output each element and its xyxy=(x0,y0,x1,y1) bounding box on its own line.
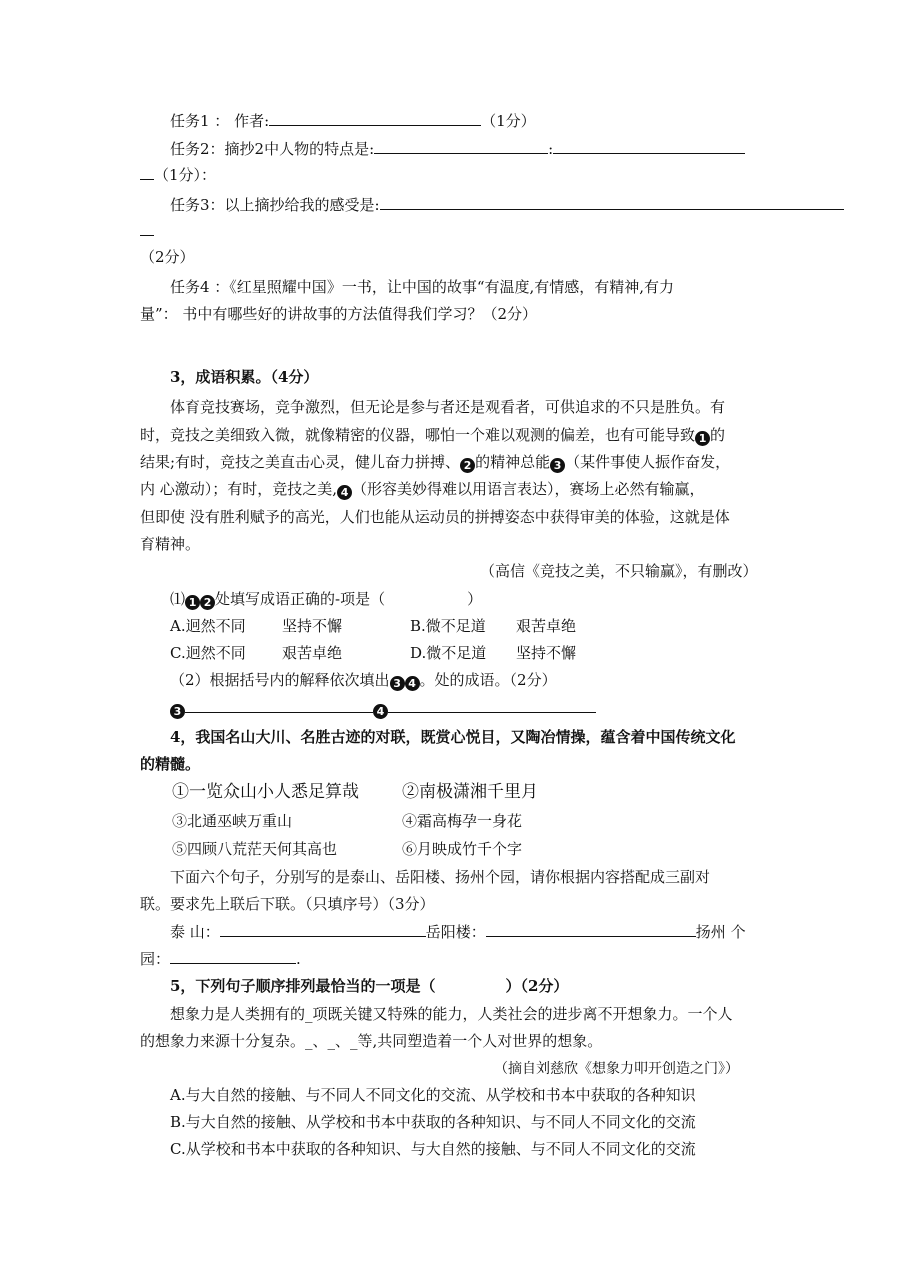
q3-option-A-2: 坚持不懈 xyxy=(282,617,343,635)
task3-cont-line xyxy=(140,220,154,242)
task4-line2: 量”： 书中有哪些好的讲故事的方法值得我们学习？（2分） xyxy=(140,305,537,323)
couplet-3: ③北通巫峡万重山 xyxy=(172,812,293,830)
q3-sub1-text: 处填写成语正确的-项是（ xyxy=(215,590,386,608)
q4-instruction-2: 联。要求先上联后下联。（只填序号）（3分） xyxy=(140,895,435,913)
q3-option-A[interactable]: A.迥然不同 xyxy=(170,617,246,635)
marker-3-icon: 3 xyxy=(390,676,405,691)
task2-line xyxy=(170,138,745,160)
q5-option-B[interactable]: B.与大自然的接触、从学校和书本中获取的各种知识、与不同人不同文化的交流 xyxy=(170,1113,696,1131)
q5-option-C[interactable]: C.从学校和书本中获取的各种知识、与大自然的接触、与不同人不同文化的交流 xyxy=(170,1140,696,1158)
q4-answers-line xyxy=(170,921,746,943)
q3-text: 的精神总能 xyxy=(475,453,551,471)
q3-text: （形容美妙得难以用语言表达），赛场上必然有输赢， xyxy=(352,480,705,498)
taishan-label: 泰 山： xyxy=(170,923,220,941)
q5-title-text: 5，下列句子顺序排列最恰当的一项是（ xyxy=(170,977,436,995)
q3-title: 3，成语积累。（4分） xyxy=(170,368,319,386)
marker-3-icon: 3 xyxy=(550,458,565,473)
q3-para-line3 xyxy=(140,451,730,473)
task1-label: 任务1 ： 作者: xyxy=(170,112,270,130)
q5-para-line2: 的想象力来源十分复杂。_、_、_等,共同塑造着一个人对世界的想象。 xyxy=(140,1032,603,1050)
couplet-5: ⑤四顾八荒茫天何其高也 xyxy=(172,840,338,858)
q3-text: 的 xyxy=(710,426,726,444)
task3-blank[interactable] xyxy=(380,195,844,210)
marker-4-icon: 4 xyxy=(337,485,352,500)
q4-title-line1: 4，我国名山大川、名胜古迹的对联，既赏心悦目，又陶冶情操，蕴含着中国传统文化 xyxy=(170,728,736,746)
q3-sub2 xyxy=(170,669,557,691)
marker-4-icon: 4 xyxy=(405,676,420,691)
geyuan-label-2: 园： xyxy=(140,950,171,968)
q3-option-B-2: 艰苦卓绝 xyxy=(516,617,577,635)
q3-option-D[interactable]: D.微不足道 xyxy=(410,644,487,662)
q3-source: （高信《竞技之美，不只输赢》，有删改） xyxy=(480,562,758,580)
taishan-blank[interactable] xyxy=(220,922,426,937)
q3-para-line5: 但即使 没有胜利赋予的高光，人们也能从运动员的拼搏姿态中获得审美的体验，这就是体 xyxy=(140,508,730,526)
task2-cont-line xyxy=(140,164,216,186)
couplet-6: ⑥月映成竹千个字 xyxy=(402,840,523,858)
q3-text: （某件事使人振作奋发， xyxy=(565,453,731,471)
q3-blanks xyxy=(170,697,596,719)
task1-line xyxy=(170,110,536,132)
task2-label: 任务2：摘抄2中人物的特点是: xyxy=(170,140,375,158)
q3-para-line1: 体育竞技赛场，竞争激烈，但无论是参与者还是观看者，可供追求的不只是胜负。有 xyxy=(170,398,726,416)
q4-answers-line2 xyxy=(140,948,301,970)
q5-para-line1: 想象力是人类拥有的_项既关键又特殊的能力，人类社会的进步离不开想象力。一个人 xyxy=(170,1005,733,1023)
q3-option-B[interactable]: B.微不足道 xyxy=(410,617,486,635)
q3-sub1-num: ⑴ xyxy=(170,590,186,608)
geyuan-blank[interactable] xyxy=(170,949,296,964)
task3-blank-2[interactable] xyxy=(140,221,154,236)
q3-sub1 xyxy=(170,588,482,610)
task2-blank-1[interactable] xyxy=(374,139,548,154)
marker-4-icon: 4 xyxy=(373,704,388,719)
q3-sub1-close: ） xyxy=(467,590,483,608)
task4-line1: 任务4 ：《红星照耀中国》一书，让中国的故事“有温度,有情感，有精神,有力 xyxy=(170,278,675,296)
marker-2-icon: 2 xyxy=(200,595,215,610)
couplet-4: ④霜高梅孕一身花 xyxy=(402,812,523,830)
q4-instruction-1: 下面六个句子，分别写的是泰山、岳阳楼、扬州个园，请你根据内容搭配成三副对 xyxy=(170,868,711,886)
q3-sub2-text: 。处的成语。（2分） xyxy=(419,671,557,689)
q5-title xyxy=(170,975,568,997)
marker-3-icon: 3 xyxy=(170,704,185,719)
period: . xyxy=(296,950,301,968)
q3-option-C[interactable]: C.迥然不同 xyxy=(170,644,246,662)
q3-option-D-2: 坚持不懈 xyxy=(516,644,577,662)
q3-option-C-2: 艰苦卓绝 xyxy=(282,644,343,662)
task3-line xyxy=(170,194,844,216)
q3-text: 内 心激动）；有时，竞技之美, xyxy=(140,480,338,498)
q5-title-score: ）（2分） xyxy=(505,977,569,995)
q3-text: 时，竞技之美细致入微，就像精密的仪器，哪怕一个难以观测的偏差，也有可能导致 xyxy=(140,426,696,444)
task3-score: （2分） xyxy=(140,248,195,266)
q3-para-line6: 育精神。 xyxy=(140,535,201,553)
q3-text: 结果;有时，竞技之美直击心灵，健儿奋力拼搏、 xyxy=(140,453,461,471)
task2-colon: : xyxy=(548,140,554,158)
q3-para-line2 xyxy=(140,424,725,446)
couplet-2: ②南极潇湘千里月 xyxy=(402,782,538,802)
author-blank[interactable] xyxy=(269,111,481,126)
q3-para-line4 xyxy=(140,478,705,500)
task2-blank-2[interactable] xyxy=(553,139,745,154)
q5-source: （摘自刘慈欣《想象力叩开创造之门》） xyxy=(494,1061,739,1077)
task1-score: （1分） xyxy=(481,112,536,130)
task2-score: （1分）： xyxy=(154,166,217,184)
blank-3[interactable] xyxy=(185,698,373,713)
q5-option-A[interactable]: A.与大自然的接触、与不同人不同文化的交流、从学校和书本中获取的各种知识 xyxy=(170,1086,696,1104)
q4-title-line2: 的精髓。 xyxy=(140,755,201,773)
blank-4[interactable] xyxy=(388,698,596,713)
task3-label: 任务3：以上摘抄给我的感受是: xyxy=(170,196,380,214)
marker-1-icon: 1 xyxy=(185,595,200,610)
marker-1-icon: 1 xyxy=(695,431,710,446)
q3-sub2-text: （2）根据括号内的解释依次填出 xyxy=(170,671,390,689)
geyuan-label: 扬州 个 xyxy=(695,923,746,941)
couplet-1: ①一览众山小人悉足算哉 xyxy=(172,782,359,802)
yueyanglou-label: 岳阳楼： xyxy=(425,923,486,941)
task2-blank-3[interactable] xyxy=(140,165,154,180)
marker-2-icon: 2 xyxy=(460,458,475,473)
yueyanglou-blank[interactable] xyxy=(486,922,696,937)
